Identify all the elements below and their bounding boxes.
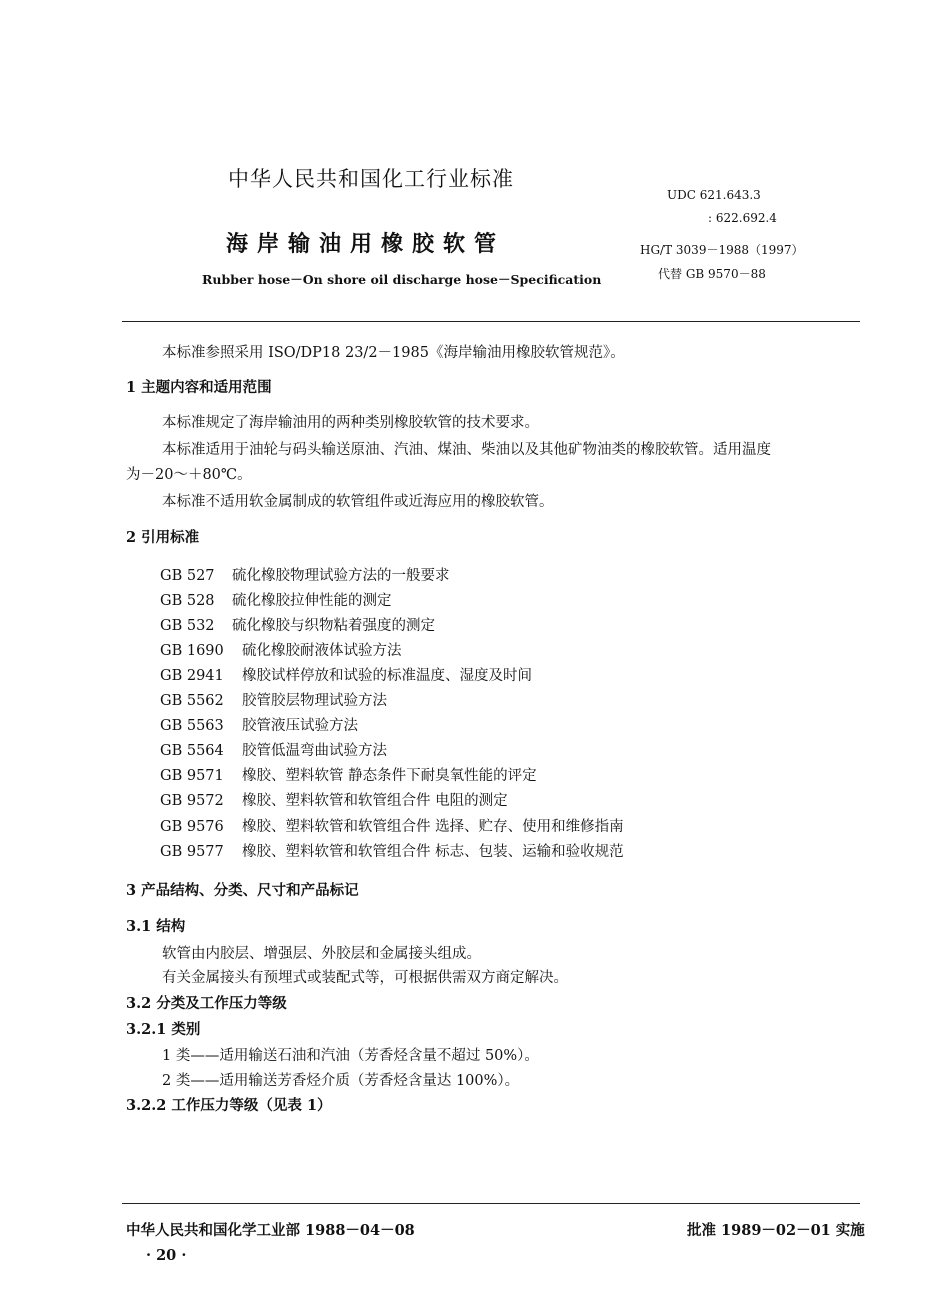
reference-title: 胶管低温弯曲试验方法 bbox=[242, 743, 387, 759]
document-title-english: Rubber hose－On shore oil discharge hose－Specification bbox=[202, 272, 602, 287]
reference-title: 橡胶试样停放和试验的标准温度、湿度及时间 bbox=[242, 668, 532, 684]
reference-item bbox=[160, 639, 402, 660]
reference-item bbox=[160, 789, 508, 810]
section-3-2-heading: 3.2 分类及工作压力等级 bbox=[126, 995, 287, 1012]
intro-paragraph: 本标准参照采用 ISO/DP18 23/2－1985《海岸输油用橡胶软管规范》。 bbox=[162, 345, 625, 361]
reference-code: GB 9572 bbox=[160, 793, 224, 809]
header-divider bbox=[122, 321, 860, 322]
section-1-paragraph-3: 本标准不适用软金属制成的软管组件或近海应用的橡胶软管。 bbox=[162, 494, 554, 510]
standard-number: HG/T 3039－1988（1997） bbox=[640, 243, 804, 257]
section-1-heading: 1 主题内容和适用范围 bbox=[126, 379, 272, 396]
reference-item bbox=[160, 564, 450, 585]
reference-title: 硫化橡胶拉伸性能的测定 bbox=[232, 593, 392, 609]
reference-title: 胶管胶层物理试验方法 bbox=[242, 693, 387, 709]
page-number: · 20 · bbox=[146, 1247, 187, 1264]
reference-item bbox=[160, 815, 624, 836]
udc-code-2: : 622.692.4 bbox=[708, 211, 777, 225]
section-3-2-1-heading: 3.2.1 类别 bbox=[126, 1021, 201, 1038]
reference-code: GB 5564 bbox=[160, 743, 224, 759]
reference-code: GB 5562 bbox=[160, 693, 224, 709]
reference-item bbox=[160, 714, 358, 735]
section-3-1-paragraph-1: 软管由内胶层、增强层、外胶层和金属接头组成。 bbox=[162, 946, 481, 962]
reference-title: 橡胶、塑料软管和软管组合件 选择、贮存、使用和维修指南 bbox=[242, 819, 624, 835]
udc-code-1: UDC 621.643.3 bbox=[667, 188, 761, 202]
footer-approved: 批准 1989－02－01 实施 bbox=[687, 1222, 865, 1239]
section-3-1-paragraph-2: 有关金属接头有预埋式或装配式等，可根据供需双方商定解决。 bbox=[162, 970, 568, 986]
reference-code: GB 527 bbox=[160, 568, 215, 584]
section-3-heading: 3 产品结构、分类、尺寸和产品标记 bbox=[126, 882, 359, 899]
category-2: 2 类——适用输送芳香烃介质（芳香烃含量达 100%）。 bbox=[162, 1073, 520, 1089]
reference-title: 橡胶、塑料软管和软管组合件 标志、包装、运输和验收规范 bbox=[242, 844, 624, 860]
footer-issuer: 中华人民共和国化学工业部 1988－04－08 bbox=[126, 1222, 415, 1239]
reference-item bbox=[160, 589, 392, 610]
section-1-paragraph-1: 本标准规定了海岸输油用的两种类别橡胶软管的技术要求。 bbox=[162, 415, 539, 431]
section-1-paragraph-2: 本标准适用于油轮与码头输送原油、汽油、煤油、柴油以及其他矿物油类的橡胶软管。适用温度 bbox=[162, 442, 771, 458]
reference-item bbox=[160, 614, 435, 635]
reference-item bbox=[160, 664, 532, 685]
section-1-paragraph-2-cont: 为－20～＋80℃。 bbox=[126, 467, 252, 483]
document-title: 海岸输油用橡胶软管 bbox=[226, 231, 506, 257]
reference-title: 橡胶、塑料软管和软管组合件 电阻的测定 bbox=[242, 793, 508, 809]
reference-title: 硫化橡胶耐液体试验方法 bbox=[242, 643, 402, 659]
reference-title: 硫化橡胶物理试验方法的一般要求 bbox=[232, 568, 450, 584]
reference-title: 硫化橡胶与织物粘着强度的测定 bbox=[232, 618, 435, 634]
reference-code: GB 5563 bbox=[160, 718, 224, 734]
reference-item bbox=[160, 840, 624, 861]
section-3-1-heading: 3.1 结构 bbox=[126, 918, 186, 935]
reference-code: GB 532 bbox=[160, 618, 215, 634]
reference-item bbox=[160, 764, 537, 785]
reference-item bbox=[160, 689, 387, 710]
replaces-standard: 代替 GB 9570－88 bbox=[658, 267, 766, 281]
header-organization: 中华人民共和国化工行业标准 bbox=[228, 167, 514, 191]
reference-title: 橡胶、塑料软管 静态条件下耐臭氧性能的评定 bbox=[242, 768, 537, 784]
reference-title: 胶管液压试验方法 bbox=[242, 718, 358, 734]
reference-code: GB 2941 bbox=[160, 668, 224, 684]
reference-code: GB 9576 bbox=[160, 819, 224, 835]
category-1: 1 类——适用输送石油和汽油（芳香烃含量不超过 50%）。 bbox=[162, 1048, 539, 1064]
section-2-heading: 2 引用标准 bbox=[126, 529, 200, 546]
reference-code: GB 9577 bbox=[160, 844, 224, 860]
reference-code: GB 9571 bbox=[160, 768, 224, 784]
reference-code: GB 528 bbox=[160, 593, 215, 609]
reference-item bbox=[160, 739, 387, 760]
footer-divider bbox=[122, 1203, 860, 1204]
section-3-2-2-heading: 3.2.2 工作压力等级（见表 1） bbox=[126, 1097, 332, 1114]
reference-code: GB 1690 bbox=[160, 643, 224, 659]
